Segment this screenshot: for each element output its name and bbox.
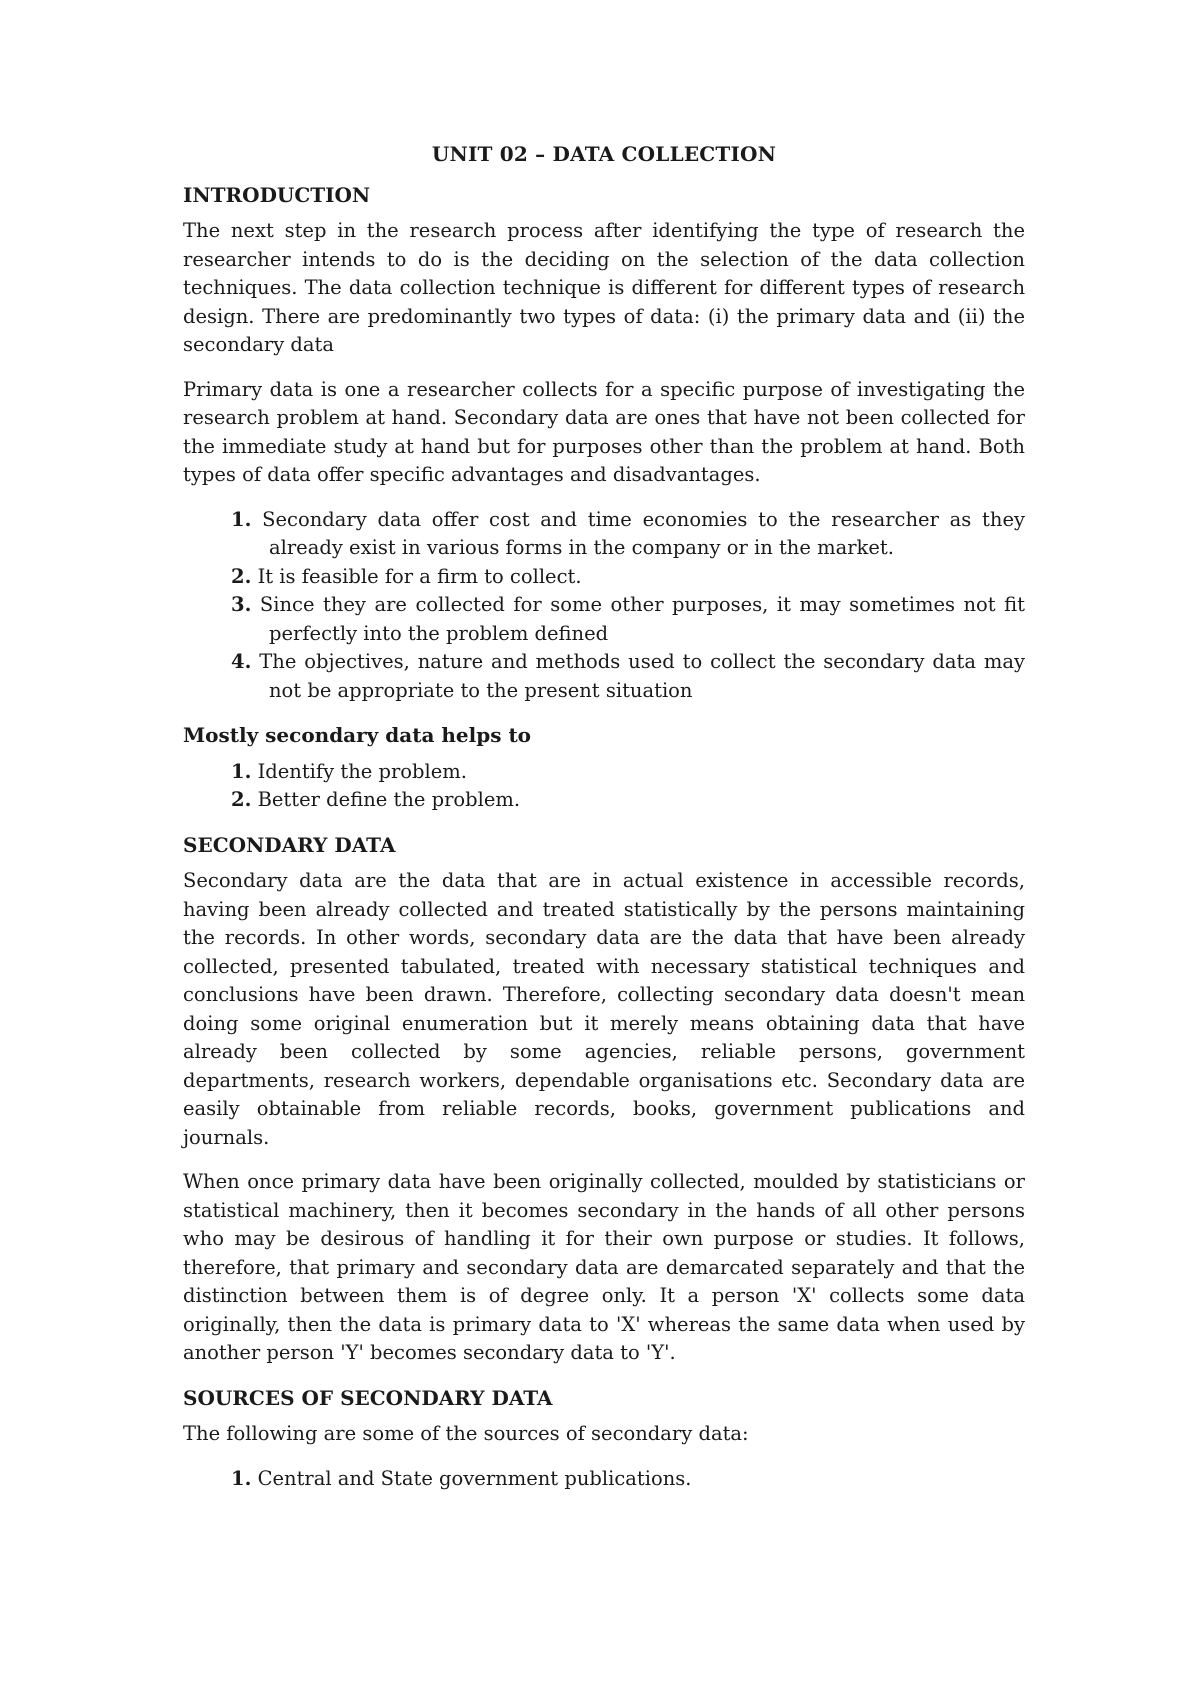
- list-text: Secondary data offer cost and time economies to the researcher as they already exist in various forms in the company or in the market.: [262, 507, 1026, 559]
- list-number: 1.: [231, 507, 252, 531]
- list-number: 1.: [231, 759, 252, 783]
- document-title: UNIT 02 – DATA COLLECTION: [431, 142, 777, 166]
- list-text: Better define the problem.: [257, 788, 521, 811]
- numbered-list: [183, 1465, 1025, 1494]
- section-secondary-data-helps: [183, 721, 1025, 815]
- list-item: [183, 506, 1025, 563]
- section-heading: SOURCES OF SECONDARY DATA: [183, 1385, 553, 1410]
- list-number: 3.: [231, 593, 252, 616]
- list-item: [183, 786, 1025, 815]
- section-secondary-data: [183, 831, 1025, 1368]
- list-text: It is feasible for a firm to collect.: [257, 564, 582, 588]
- list-item: [183, 591, 1025, 648]
- section-heading: Mostly secondary data helps to: [183, 723, 532, 747]
- document-page: [183, 140, 1025, 1509]
- list-text: Since they are collected for some other purposes, it may sometimes not fit perfectly into the problem defined: [259, 593, 1025, 645]
- section-heading: INTRODUCTION: [183, 182, 371, 207]
- paragraph: The next step in the research process after identifying the type of research the researcher intends to do is the deciding on the selection of the data collection techniques. The data collection technique is different for different types of research design. There are predominantly two types of data: (i) the primary data and (ii) the secondary data: [183, 219, 1025, 356]
- paragraph: Secondary data are the data that are in actual existence in accessible records, having been already collected and treated statistically by the persons maintaining the records. In other words, secondary data are the data that have been already collected, presented tabulated, treated with necessary statistical techniques and conclusions have been drawn. Therefore, collecting secondary data doesn't mean doing some original enumeration but it merely means obtaining data that have already been collected by some agencies, reliable persons, government departments, research workers, dependable organisations etc. Secondary data are easily obtainable from reliable records, books, government publications and journals.: [183, 869, 1025, 1149]
- paragraph: Primary data is one a researcher collects for a specific purpose of investigating the research problem at hand. Secondary data are ones that have not been collected for the immediate study at hand but for purposes other than the problem at hand. Both types of data offer specific advantages and disadvantages.: [183, 377, 1025, 486]
- list-number: 2.: [231, 564, 252, 588]
- section-introduction: [183, 181, 1025, 706]
- paragraph: The following are some of the sources of secondary data:: [183, 1422, 749, 1445]
- paragraph: When once primary data have been originally collected, moulded by statisticians or statistical machinery, then it becomes secondary in the hands of all other persons who may be desirous of handling it for their own purpose or studies. It follows, therefore, that primary and secondary data are demarcated separately and that the distinction between them is of degree only. It a person 'X' collects some data originally, then the data is primary data to 'X' whereas the same data when used by another person 'Y' becomes secondary data to 'Y'.: [183, 1170, 1025, 1364]
- list-number: 1.: [231, 1466, 252, 1490]
- numbered-list: [183, 758, 1025, 815]
- section-sources-of-secondary-data: [183, 1384, 1025, 1494]
- list-item: [183, 563, 1025, 592]
- list-item: [183, 648, 1025, 705]
- list-text: The objectives, nature and methods used to collect the secondary data may not be appropriate to the present situation: [259, 650, 1025, 702]
- list-number: 4.: [231, 650, 252, 673]
- list-item: [183, 758, 1025, 787]
- list-text: Central and State government publications.: [257, 1466, 692, 1490]
- list-number: 2.: [231, 788, 252, 811]
- list-text: Identify the problem.: [257, 759, 467, 783]
- list-item: [183, 1465, 1025, 1494]
- section-heading: SECONDARY DATA: [183, 832, 396, 857]
- numbered-list: [183, 506, 1025, 706]
